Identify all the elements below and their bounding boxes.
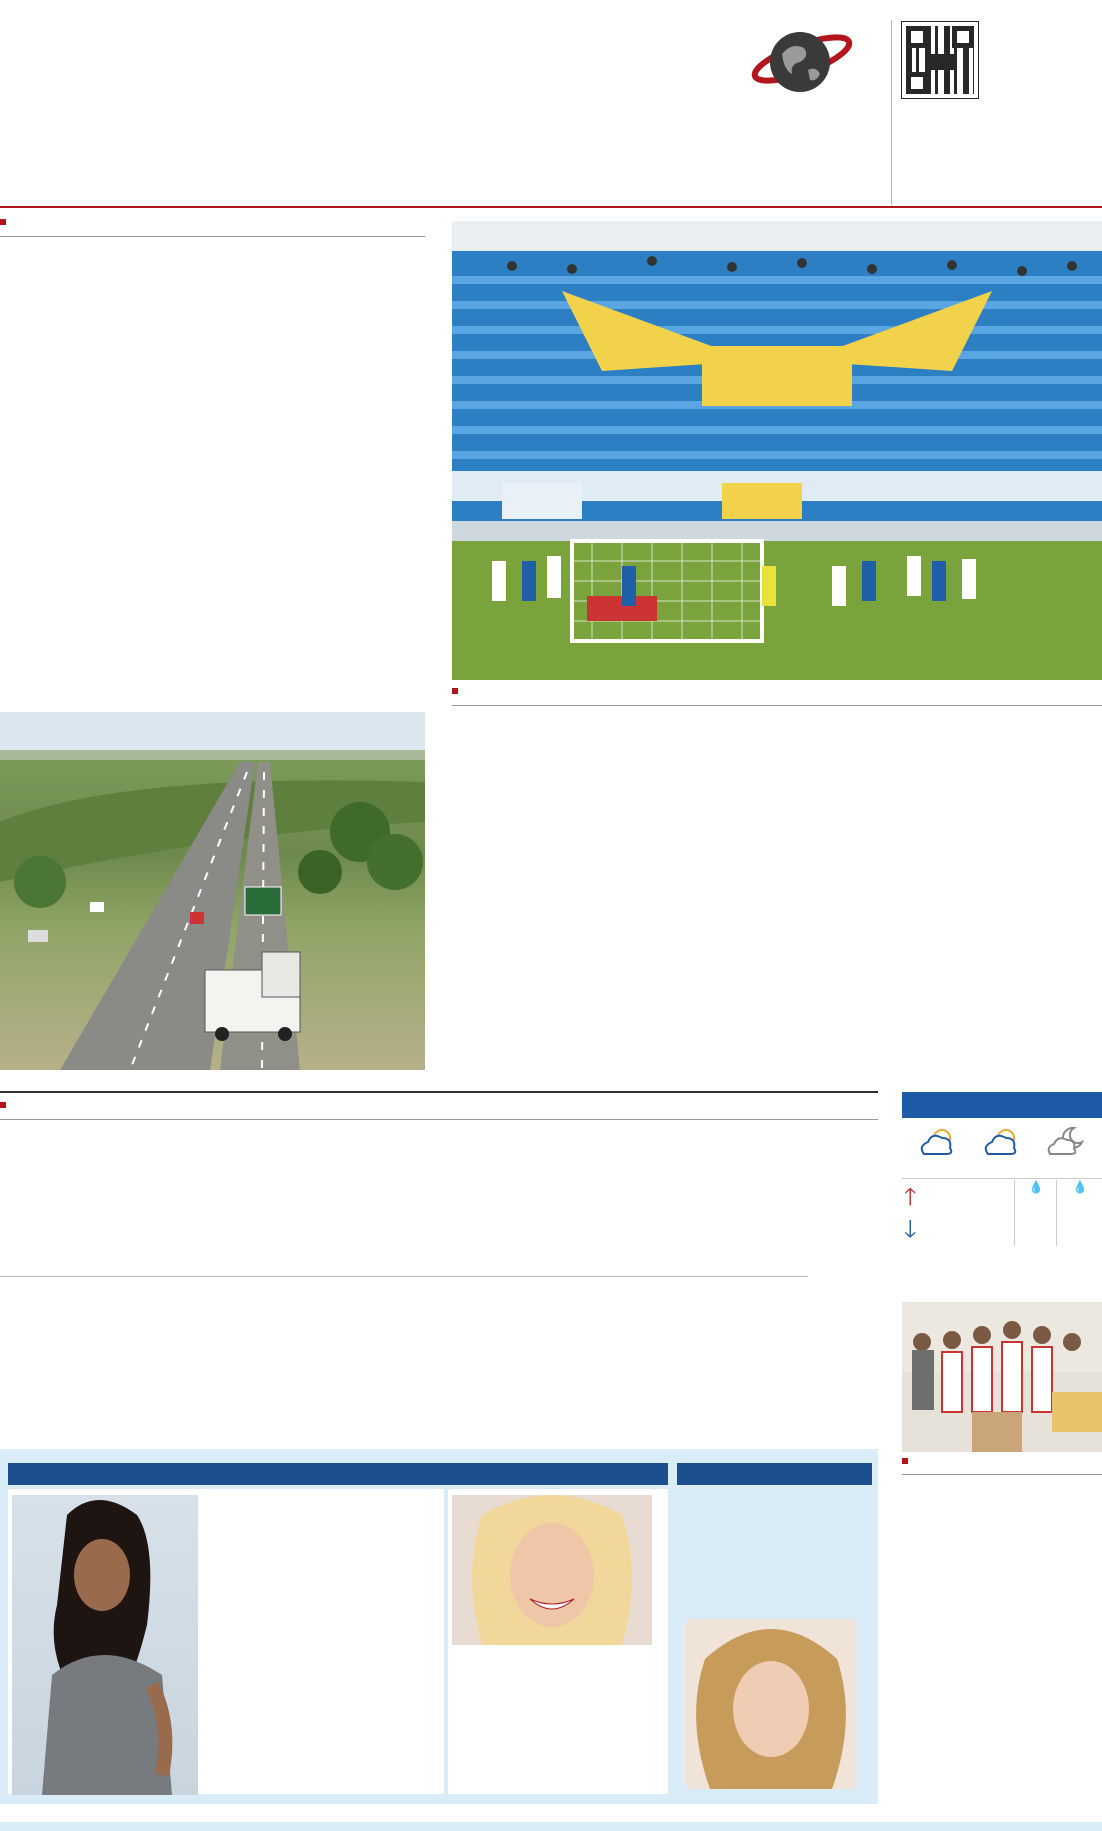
caipiras-illustration bbox=[902, 1302, 1102, 1452]
globe-icon bbox=[742, 14, 862, 104]
caipiras-kicker-rule bbox=[902, 1474, 1102, 1475]
kicker-square bbox=[0, 219, 6, 225]
arrow-up-icon: 🡑 bbox=[904, 1183, 917, 1211]
masthead-rule bbox=[0, 206, 1102, 208]
politics-kicker bbox=[0, 1102, 12, 1108]
daimara-illustration bbox=[685, 1619, 857, 1789]
weather-title bbox=[902, 1092, 1102, 1118]
weather-grid-top bbox=[902, 1178, 1102, 1179]
contacts-divider bbox=[891, 20, 892, 205]
raindrop-icon: 💧 bbox=[1028, 1180, 1044, 1194]
caipiras-kicker bbox=[902, 1458, 914, 1464]
politics-top-rule bbox=[0, 1091, 878, 1093]
logo bbox=[0, 0, 880, 174]
politics-kicker-rule bbox=[0, 1119, 878, 1120]
val-photo bbox=[452, 1495, 652, 1645]
lead-kicker-rule bbox=[0, 236, 425, 237]
kicker-square bbox=[902, 1458, 908, 1464]
sun-cloud-icon bbox=[982, 1124, 1022, 1160]
sport-body bbox=[452, 958, 1102, 1080]
kicker-square bbox=[0, 1102, 6, 1108]
celebs-panel bbox=[0, 1449, 878, 1804]
daimara-photo bbox=[685, 1619, 857, 1789]
moon-cloud-icon bbox=[1046, 1124, 1086, 1160]
rain-block bbox=[1016, 1182, 1056, 1193]
ludmilla-photo bbox=[12, 1495, 198, 1795]
footer-bar bbox=[0, 1822, 1102, 1831]
highway-illustration bbox=[0, 712, 425, 1070]
sport-kicker-rule bbox=[452, 705, 1102, 706]
social-label-bar bbox=[677, 1463, 872, 1485]
stadium-photo bbox=[452, 221, 1102, 680]
weather-box bbox=[902, 1092, 1102, 1292]
humidity-icon: 💧 bbox=[1072, 1180, 1088, 1194]
stadium-illustration bbox=[452, 221, 1102, 680]
kicker-square bbox=[452, 688, 458, 694]
weather-divider bbox=[1056, 1180, 1057, 1246]
lead-body bbox=[0, 598, 425, 702]
highway-photo bbox=[0, 712, 425, 1070]
briefs-row bbox=[0, 1298, 878, 1434]
humidity-block bbox=[1058, 1182, 1102, 1193]
caipiras-photo bbox=[902, 1302, 1102, 1452]
politics-page-rule bbox=[0, 1276, 808, 1277]
val-illustration bbox=[452, 1495, 652, 1645]
lead-kicker bbox=[0, 219, 12, 225]
sun-cloud-icon bbox=[918, 1124, 958, 1160]
weather-divider bbox=[1014, 1180, 1015, 1246]
masthead bbox=[0, 0, 1102, 206]
ludmilla-illustration bbox=[12, 1495, 198, 1795]
celebs-label-bar bbox=[8, 1463, 668, 1485]
arrow-down-icon: 🡓 bbox=[904, 1215, 917, 1243]
qr-code[interactable] bbox=[902, 22, 978, 98]
sport-kicker bbox=[452, 688, 468, 694]
